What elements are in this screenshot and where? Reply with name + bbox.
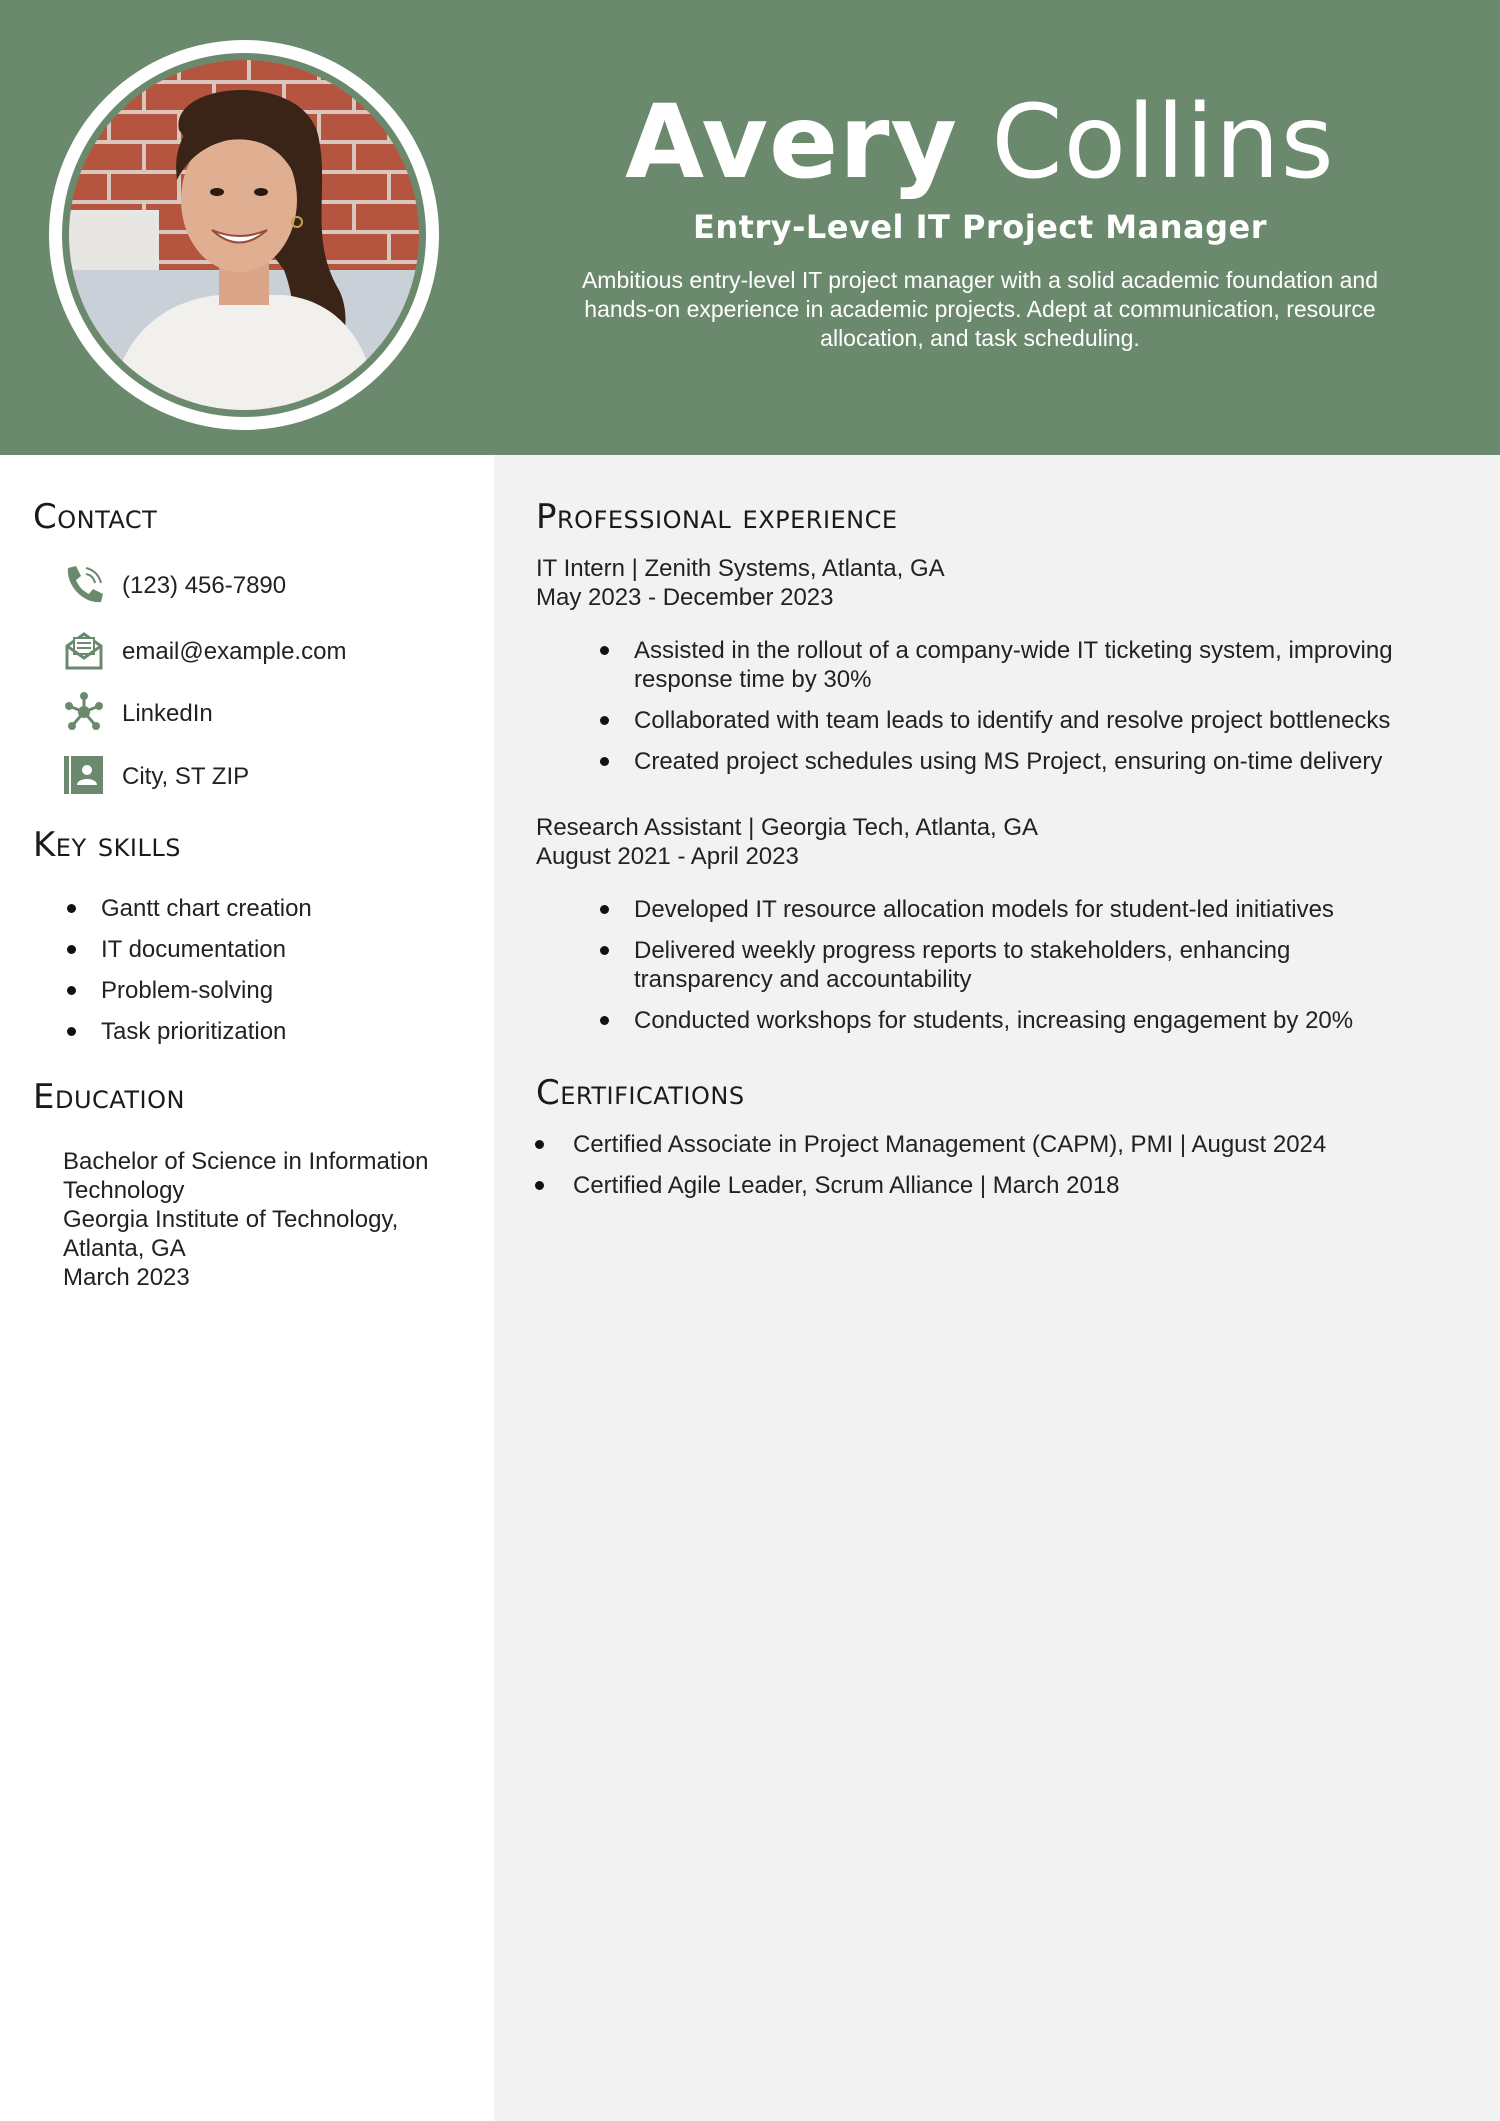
address-card-icon — [62, 753, 106, 797]
job-bullet: Assisted in the rollout of a company-wide IT ticketing system, improving response time by 30% — [634, 636, 1424, 694]
contact-linkedin — [62, 690, 482, 736]
certification-item: Certified Agile Leader, Scrum Alliance | March 2018 — [573, 1171, 1433, 1200]
skill-item: IT documentation — [101, 935, 312, 964]
header-banner — [0, 0, 1500, 455]
skill-item: Gantt chart creation — [101, 895, 312, 922]
job-title-company: IT Intern | Zenith Systems, Atlanta, GA — [536, 555, 945, 582]
certifications-heading: Certifications — [536, 1073, 745, 1113]
profile-photo-frame — [49, 40, 439, 430]
network-icon — [62, 690, 106, 734]
education-entry — [63, 1147, 463, 1292]
job-bullet: Conducted workshops for students, increasing engagement by 20% — [634, 1006, 1424, 1035]
education-school: Georgia Institute of Technology, Atlanta, GA — [63, 1206, 399, 1262]
contact-heading: Contact — [33, 497, 158, 537]
last-name: Collins — [991, 83, 1335, 202]
phone-text: (123) 456-7890 — [122, 572, 287, 599]
phone-icon — [62, 562, 106, 606]
experience-heading: Professional experience — [536, 497, 898, 537]
education-heading: Education — [33, 1077, 185, 1117]
job-bullet: Delivered weekly progress reports to stakeholders, enhancing transparency and accountability — [634, 936, 1424, 994]
job-bullet: Collaborated with team leads to identify and resolve project bottlenecks — [634, 706, 1424, 735]
job-entry-1-header — [536, 554, 945, 612]
email-text: email@example.com — [122, 638, 347, 665]
first-name: Avery — [625, 83, 958, 202]
skills-list — [101, 894, 312, 1058]
contact-address — [62, 753, 482, 799]
job-dates: May 2023 - December 2023 — [536, 584, 834, 611]
email-icon — [62, 628, 106, 672]
certifications-list — [573, 1130, 1433, 1212]
job-title: Entry-Level IT Project Manager — [693, 208, 1267, 246]
skills-heading: Key skills — [33, 825, 181, 865]
summary-text: Ambitious entry-level IT project manager with a solid academic foundation and hands-on experience in academic projects. Adept at communication, resource allocation, and task scheduling. — [581, 267, 1379, 351]
address-text: City, ST ZIP — [122, 763, 250, 790]
skill-item: Problem-solving — [101, 976, 312, 1005]
job-dates: August 2021 - April 2023 — [536, 843, 799, 870]
job-bullet: Developed IT resource allocation models for student-led initiatives — [634, 895, 1424, 924]
candidate-name — [560, 83, 1400, 202]
job-1-bullets — [634, 636, 1424, 788]
education-degree: Bachelor of Science in Information Technology — [63, 1148, 429, 1204]
job-2-bullets — [634, 895, 1424, 1047]
contact-phone — [62, 562, 482, 608]
job-title-company: Research Assistant | Georgia Tech, Atlanta, GA — [536, 814, 1039, 841]
contact-email — [62, 628, 482, 674]
job-bullet: Created project schedules using MS Project, ensuring on-time delivery — [634, 747, 1424, 776]
skill-item: Task prioritization — [101, 1017, 312, 1046]
linkedin-text: LinkedIn — [122, 700, 213, 727]
certification-item: Certified Associate in Project Management (CAPM), PMI | August 2024 — [573, 1130, 1433, 1159]
education-date: March 2023 — [63, 1264, 190, 1291]
profile-photo — [69, 60, 419, 410]
job-entry-2-header — [536, 813, 1038, 871]
